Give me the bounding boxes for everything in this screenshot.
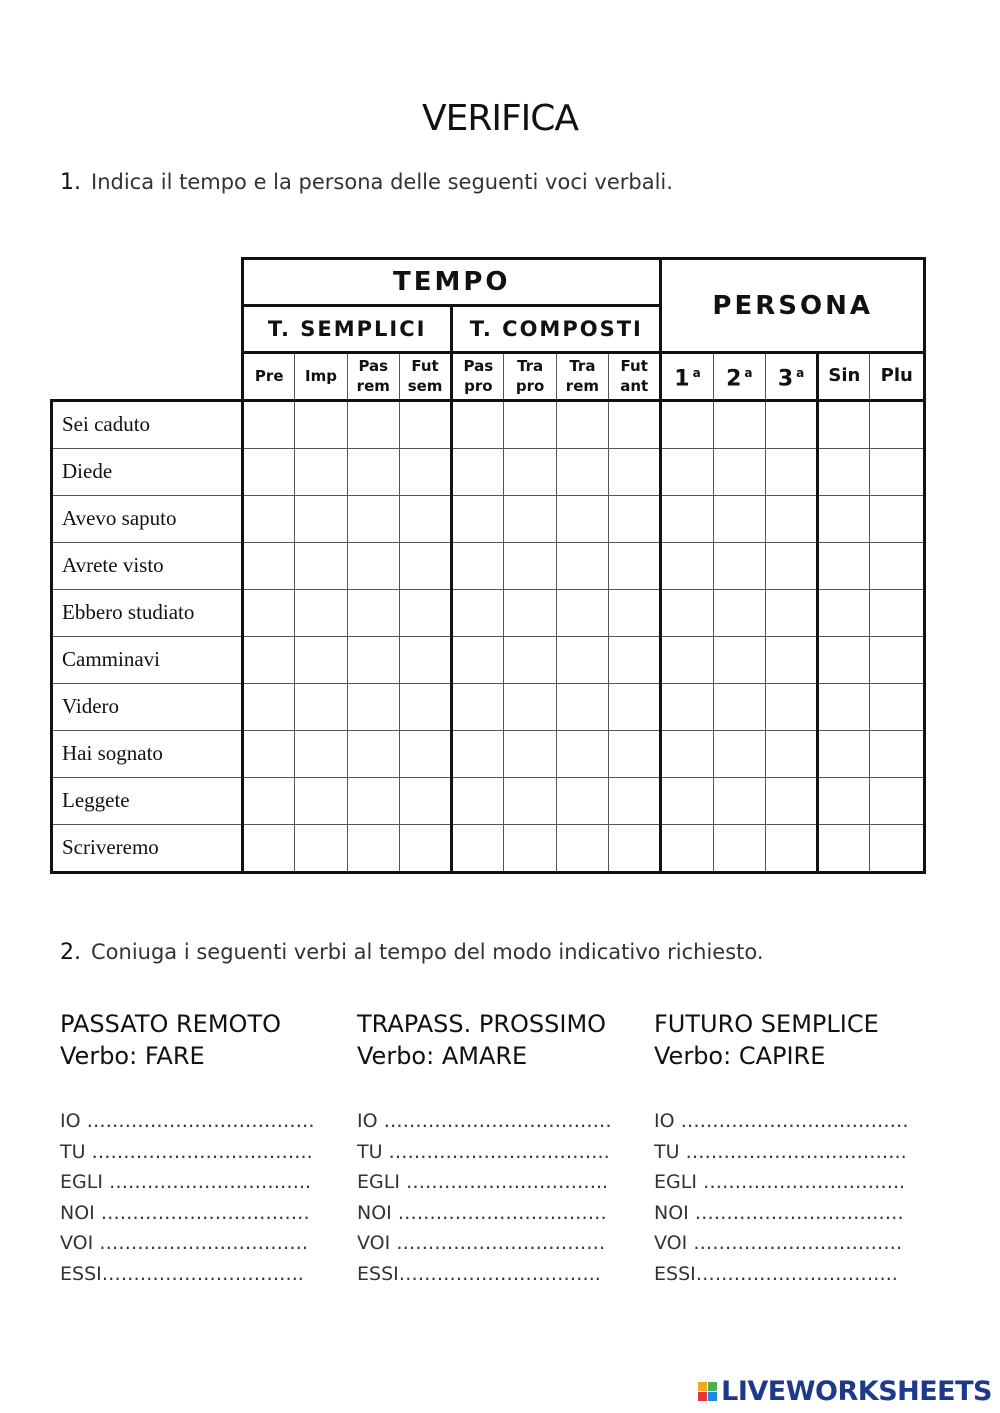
answer-cell[interactable] [243,683,295,730]
conjugation-futuro-semplice [654,1008,934,1289]
answer-cell[interactable] [870,542,925,589]
answer-cell[interactable] [243,777,295,824]
answer-cell[interactable] [452,777,504,824]
answer-cell[interactable] [295,542,347,589]
answer-cell[interactable] [609,730,661,777]
answer-cell[interactable] [609,542,661,589]
persona-ordinal: a [796,366,805,381]
table-row [52,400,925,448]
verb-cell: Camminavi [52,636,243,683]
answer-cell[interactable] [347,448,399,495]
answer-cell[interactable] [399,589,451,636]
answer-cell[interactable] [243,636,295,683]
answer-cell[interactable] [504,448,556,495]
answer-cell[interactable] [243,542,295,589]
liveworksheets-logo[interactable] [698,1376,992,1407]
answer-cell[interactable] [504,495,556,542]
answer-cell[interactable] [504,400,556,448]
answer-line-tu[interactable]: TU …………………………….. [357,1140,610,1163]
conjugation-passato-remoto [60,1008,340,1289]
answer-cell[interactable] [452,448,504,495]
answer-cell[interactable] [399,495,451,542]
answer-cell[interactable] [347,777,399,824]
answer-cell[interactable] [765,448,817,495]
table-row [52,448,925,495]
answer-line-tu[interactable]: TU …………………………….. [60,1140,313,1163]
verb-cell: Diede [52,448,243,495]
answer-cell[interactable] [661,542,713,589]
answer-cell[interactable] [765,730,817,777]
answer-cell[interactable] [556,730,608,777]
answer-cell[interactable] [765,542,817,589]
answer-cell[interactable] [870,683,925,730]
verb-cell: Avrete visto [52,542,243,589]
answer-cell[interactable] [504,777,556,824]
answer-cell[interactable] [661,683,713,730]
number-column-header: Sin [818,353,870,401]
answer-cell[interactable] [295,777,347,824]
answer-cell[interactable] [504,824,556,872]
answer-cell[interactable] [295,730,347,777]
column-label-line1: Pre [254,367,284,386]
column-label-line2: rem [356,377,390,396]
answer-cell[interactable] [399,777,451,824]
answer-cell[interactable] [713,400,765,448]
answer-cell[interactable] [243,730,295,777]
verb-tense-table [50,257,926,874]
persona-number: 3 [777,366,794,392]
answer-cell[interactable] [713,824,765,872]
answer-cell[interactable] [818,777,870,824]
logo-brand-text: LIVEWORKSHEETS [721,1376,992,1407]
tense-column-header [347,353,399,401]
answer-cell[interactable] [765,683,817,730]
answer-cell[interactable] [870,400,925,448]
answer-cell[interactable] [870,824,925,872]
answer-cell[interactable] [295,400,347,448]
conjugation-trapassato-prossimo [357,1008,637,1289]
answer-cell[interactable] [399,448,451,495]
answer-cell[interactable] [399,636,451,683]
answer-cell[interactable] [504,683,556,730]
answer-cell[interactable] [399,824,451,872]
answer-cell[interactable] [713,730,765,777]
answer-cell[interactable] [609,400,661,448]
table-row [52,495,925,542]
table-row [52,589,925,636]
answer-cell[interactable] [347,824,399,872]
answer-cell[interactable] [452,589,504,636]
answer-line-egli[interactable]: EGLI ………………………….. [654,1171,906,1193]
answer-cell[interactable] [870,495,925,542]
answer-cell[interactable] [818,683,870,730]
persona-ordinal: a [744,366,753,381]
answer-cell[interactable] [347,542,399,589]
verb-title: Verbo: AMARE [357,1042,528,1070]
answer-cell[interactable] [713,495,765,542]
logo-square [698,1392,707,1401]
logo-square [708,1392,717,1401]
answer-line-noi[interactable]: NOI …………………………… [357,1201,607,1224]
answer-cell[interactable] [295,495,347,542]
answer-cell[interactable] [556,448,608,495]
answer-cell[interactable] [661,448,713,495]
answer-cell[interactable] [818,448,870,495]
tense-title: TRAPASS. PROSSIMO [357,1010,607,1038]
answer-line-noi[interactable]: NOI …………………………… [654,1201,904,1224]
exercise-2-number: 2. [60,940,81,965]
column-label-line1: Pas [358,357,389,376]
answer-cell[interactable] [504,636,556,683]
answer-cell[interactable] [556,400,608,448]
answer-cell[interactable] [818,495,870,542]
answer-cell[interactable] [556,495,608,542]
answer-cell[interactable] [765,636,817,683]
answer-line-voi[interactable]: VOI …………………………… [357,1232,606,1254]
persona-column-header [661,353,713,401]
answer-cell[interactable] [243,400,295,448]
column-label-line2: sem [407,377,443,396]
answer-cell[interactable] [243,589,295,636]
answer-cell[interactable] [713,542,765,589]
empty-corner [52,353,243,401]
tense-column-header [556,353,608,401]
number-column-header: Plu [870,353,925,401]
answer-cell[interactable] [347,730,399,777]
verb-cell: Videro [52,683,243,730]
tense-column-header [452,353,504,401]
answer-cell[interactable] [661,636,713,683]
answer-cell[interactable] [661,589,713,636]
answer-cell[interactable] [818,400,870,448]
exercise-1-number: 1. [60,170,81,195]
answer-cell[interactable] [243,448,295,495]
answer-cell[interactable] [713,777,765,824]
verb-cell: Sei caduto [52,400,243,448]
answer-cell[interactable] [243,495,295,542]
answer-cell[interactable] [661,730,713,777]
table-row [52,824,925,872]
answer-cell[interactable] [347,400,399,448]
answer-line-tu[interactable]: TU …………………………….. [654,1140,907,1163]
tense-title: PASSATO REMOTO [60,1010,281,1038]
answer-cell[interactable] [713,636,765,683]
answer-cell[interactable] [818,542,870,589]
answer-line-essi[interactable]: ESSI………………………….. [654,1262,898,1285]
table-row [52,777,925,824]
answer-cell[interactable] [556,542,608,589]
persona-header: PERSONA [661,259,925,353]
verb-title: Verbo: CAPIRE [654,1042,826,1070]
answer-cell[interactable] [870,777,925,824]
answer-cell[interactable] [347,589,399,636]
answer-cell[interactable] [713,448,765,495]
answer-line-essi[interactable]: ESSI………………………….. [60,1262,304,1285]
answer-cell[interactable] [765,589,817,636]
answer-cell[interactable] [347,683,399,730]
column-label-line2: pro [515,377,545,396]
persona-ordinal: a [692,366,701,381]
page-title: VERIFICA [421,98,579,139]
verb-cell: Ebbero studiato [52,589,243,636]
answer-cell[interactable] [399,542,451,589]
answer-cell[interactable] [609,777,661,824]
answer-cell[interactable] [661,495,713,542]
answer-line-io[interactable]: IO ……………………………… [654,1110,909,1132]
persona-number: 2 [726,366,742,392]
answer-cell[interactable] [818,730,870,777]
answer-cell[interactable] [609,636,661,683]
answer-cell[interactable] [609,448,661,495]
column-label-line2: ant [620,377,649,396]
verb-title: Verbo: FARE [60,1042,205,1070]
answer-cell[interactable] [870,730,925,777]
answer-cell[interactable] [295,448,347,495]
answer-cell[interactable] [713,589,765,636]
empty-corner [52,306,243,353]
answer-line-essi[interactable]: ESSI………………………….. [357,1262,601,1285]
answer-cell[interactable] [295,636,347,683]
answer-cell[interactable] [870,448,925,495]
logo-square [698,1382,707,1391]
table-row [52,542,925,589]
answer-cell[interactable] [661,777,713,824]
answer-cell[interactable] [504,542,556,589]
answer-cell[interactable] [452,542,504,589]
answer-cell[interactable] [609,824,661,872]
answer-cell[interactable] [609,589,661,636]
answer-cell[interactable] [452,824,504,872]
answer-cell[interactable] [243,824,295,872]
answer-cell[interactable] [818,824,870,872]
table-row [52,636,925,683]
answer-cell[interactable] [399,683,451,730]
tense-title: FUTURO SEMPLICE [654,1010,879,1038]
answer-cell[interactable] [504,730,556,777]
answer-cell[interactable] [765,824,817,872]
tense-column-header [243,353,295,401]
answer-cell[interactable] [609,683,661,730]
answer-line-io[interactable]: IO ……………………………… [60,1110,315,1132]
column-label-line1: Fut [411,357,439,376]
tense-column-header [609,353,661,401]
answer-cell[interactable] [295,589,347,636]
exercise-1-text: Indica il tempo e la persona delle seguenti voci verbali. [91,170,673,194]
answer-cell[interactable] [452,636,504,683]
column-label-line1: Fut [620,357,648,376]
answer-line-egli[interactable]: EGLI ………………………….. [357,1171,609,1193]
answer-line-voi[interactable]: VOI …………………………… [60,1232,309,1254]
answer-cell[interactable] [556,683,608,730]
answer-cell[interactable] [818,636,870,683]
answer-line-egli[interactable]: EGLI ………………………….. [60,1171,312,1193]
answer-cell[interactable] [556,824,608,872]
answer-cell[interactable] [661,400,713,448]
answer-cell[interactable] [347,495,399,542]
answer-cell[interactable] [452,400,504,448]
persona-number: 1 [674,366,690,392]
answer-cell[interactable] [818,589,870,636]
tense-column-header [504,353,556,401]
answer-cell[interactable] [765,777,817,824]
answer-cell[interactable] [452,683,504,730]
exercise-2-instruction [60,940,764,965]
verb-cell: Leggete [52,777,243,824]
answer-cell[interactable] [452,495,504,542]
tempo-header: TEMPO [243,259,661,306]
column-label-line1: Imp [305,367,337,386]
answer-cell[interactable] [870,636,925,683]
column-label-line1: Tra [517,357,544,376]
empty-corner [52,259,243,306]
semplici-header: T. SEMPLICI [243,306,452,353]
column-label-line2: rem [565,377,599,396]
answer-cell[interactable] [556,636,608,683]
exercise-1-instruction [60,170,673,195]
answer-cell[interactable] [295,683,347,730]
table-row [52,730,925,777]
answer-cell[interactable] [765,400,817,448]
logo-square [708,1382,717,1391]
verb-cell: Avevo saputo [52,495,243,542]
answer-cell[interactable] [556,777,608,824]
verb-cell: Hai sognato [52,730,243,777]
persona-column-header [713,353,765,401]
column-label-line1: Tra [569,357,596,376]
answer-line-io[interactable]: IO ……………………………… [357,1110,612,1132]
answer-cell[interactable] [556,589,608,636]
answer-cell[interactable] [399,400,451,448]
answer-line-noi[interactable]: NOI …………………………… [60,1201,310,1224]
answer-cell[interactable] [399,730,451,777]
table-row [52,683,925,730]
answer-cell[interactable] [713,683,765,730]
answer-cell[interactable] [295,824,347,872]
tense-column-header [399,353,451,401]
answer-cell[interactable] [870,589,925,636]
composti-header: T. COMPOSTI [452,306,661,353]
answer-cell[interactable] [452,730,504,777]
tense-column-header [295,353,347,401]
answer-cell[interactable] [609,495,661,542]
logo-mark-icon [698,1382,717,1401]
answer-cell[interactable] [661,824,713,872]
answer-cell[interactable] [765,495,817,542]
column-label-line2: pro [464,377,493,396]
persona-column-header [765,353,817,401]
column-label-line1: Pas [463,357,494,376]
answer-cell[interactable] [504,589,556,636]
answer-cell[interactable] [347,636,399,683]
exercise-2-text: Coniuga i seguenti verbi al tempo del modo indicativo richiesto. [91,940,764,964]
answer-line-voi[interactable]: VOI …………………………… [654,1232,903,1254]
verb-cell: Scriveremo [52,824,243,872]
